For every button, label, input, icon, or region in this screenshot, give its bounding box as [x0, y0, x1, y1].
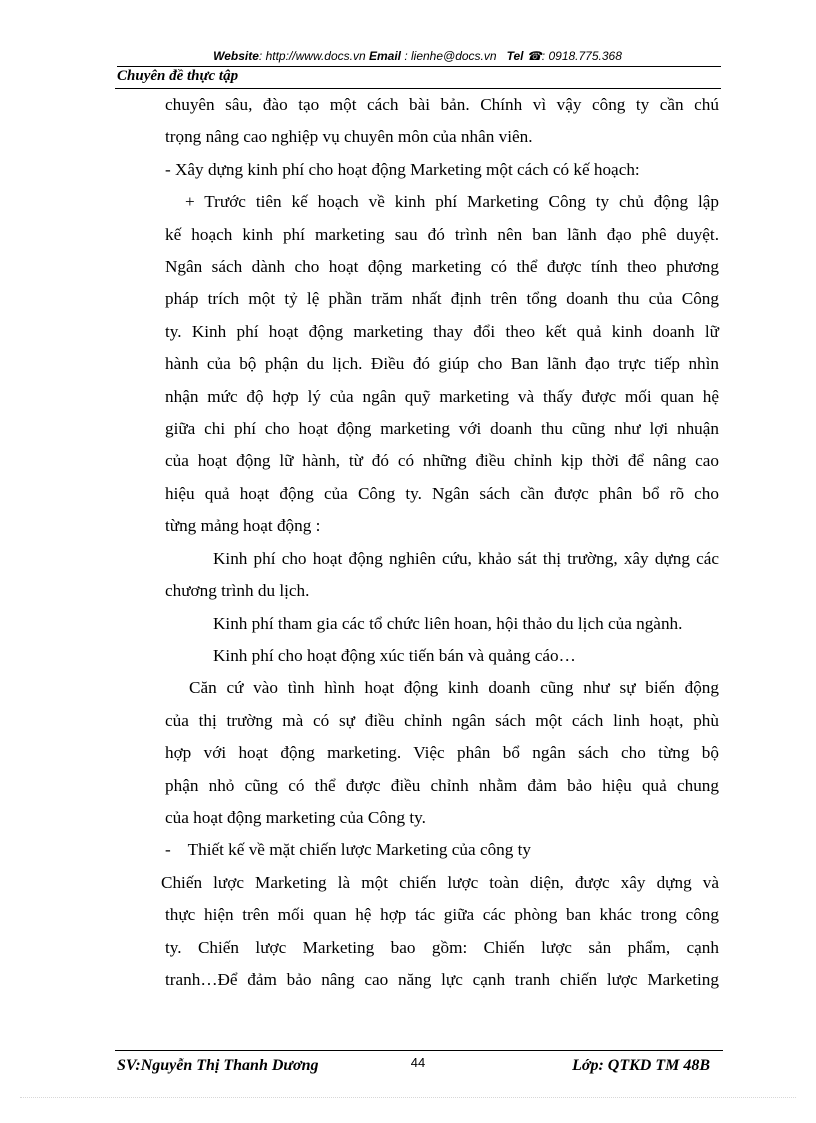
body-line: từng mảng hoạt động : — [165, 516, 321, 536]
body-line: chuyên sâu, đào tạo một cách bài bản. Chính vì vậy công ty cần chú — [165, 95, 719, 114]
body-line: của hoạt động marketing của Công ty. — [165, 807, 426, 827]
body-line: Căn cứ vào tình hình hoạt động kinh doanh cũng như sự biến động — [189, 678, 719, 698]
body-line: của hoạt động lữ hành, từ đó có những điều chỉnh kịp thời để nâng cao — [165, 451, 719, 471]
body-line: Kinh phí tham gia các tổ chức liên hoan, hội thảo du lịch của ngành. — [213, 613, 683, 633]
header-contact-line — [115, 49, 720, 63]
website-label: Website — [213, 49, 259, 63]
body-line: Ngân sách dành cho hoạt động marketing có thể được tính theo phương — [165, 257, 719, 277]
body-line: thực hiện trên mối quan hệ hợp tác giữa các phòng ban khác trong công — [165, 905, 719, 925]
body-line: tranh…Để đảm bảo nâng cao năng lực cạnh tranh chiến lược Marketing — [165, 969, 719, 989]
body-line: pháp trích một tỷ lệ phần trăm nhất định trên tổng doanh thu của Công — [165, 289, 719, 309]
body-line: hợp với hoạt động marketing. Việc phân bổ ngân sách cho từng bộ — [165, 743, 719, 763]
body-line: phận nhỏ cũng có thể được điều chỉnh nhằm đảm bảo hiệu quả chung — [165, 775, 719, 795]
body-line: + Trước tiên kế hoạch về kinh phí Marketing Công ty chủ động lập — [185, 192, 719, 212]
body-line: Kinh phí cho hoạt động nghiên cứu, khảo sát thị trường, xây dựng các — [213, 548, 719, 568]
body-line: ty. Chiến lược Marketing bao gồm: Chiến lược sản phẩm, cạnh — [165, 937, 719, 957]
chapter-title: Chuyên đề thực tập — [117, 68, 239, 84]
body-line: - Thiết kế về mặt chiến lược Marketing của công ty — [165, 840, 532, 860]
body-line: trọng nâng cao nghiệp vụ chuyên môn của nhân viên. — [165, 127, 533, 147]
body-line: Kinh phí cho hoạt động xúc tiến bán và quảng cáo… — [213, 645, 576, 665]
body-line: nhận mức độ hợp lý của ngân quỹ marketing và thấy được mối quan hệ — [165, 386, 719, 406]
footer-class: Lớp: QTKD TM 48B — [572, 1057, 710, 1074]
body-line: giữa chi phí cho hoạt động marketing với doanh thu cũng như lợi nhuận — [165, 419, 719, 439]
email-label: Email — [368, 49, 401, 63]
footer-student: SV:Nguyễn Thị Thanh Dương — [117, 1057, 319, 1074]
body-line: Chiến lược Marketing là một chiến lược toàn diện, được xây dựng và — [161, 872, 719, 892]
body-line: chương trình du lịch. — [165, 581, 310, 601]
body-line: của thị trường mà có sự điều chỉnh ngân sách một cách linh hoạt, phù — [165, 710, 719, 730]
phone-icon: ☎ — [526, 49, 542, 63]
body-line: hành của bộ phận du lịch. Điều đó giúp cho Ban lãnh đạo trực tiếp nhìn — [165, 354, 719, 374]
email-value: : lienhe@docs.vn — [401, 49, 497, 63]
tel-label: Tel — [506, 49, 524, 63]
body-line: hiệu quả hoạt động của Công ty. Ngân sách cần được phân bổ rõ cho — [165, 483, 719, 503]
body-line: - Xây dựng kinh phí cho hoạt động Marketing một cách có kế hoạch: — [165, 159, 640, 179]
footer-rule — [115, 1050, 723, 1051]
body-line: ty. Kinh phí hoạt động marketing thay đổi theo kết quả kinh doanh lữ — [165, 321, 719, 341]
body-line: kế hoạch kinh phí marketing sau đó trình nên ban lãnh đạo phê duyệt. — [165, 224, 719, 244]
document-body — [161, 89, 719, 996]
page-number: 44 — [410, 1055, 426, 1070]
page-edge — [20, 1097, 796, 1098]
tel-value: : 0918.775.368 — [541, 49, 622, 63]
website-value: : http://www.docs.vn — [258, 49, 366, 63]
